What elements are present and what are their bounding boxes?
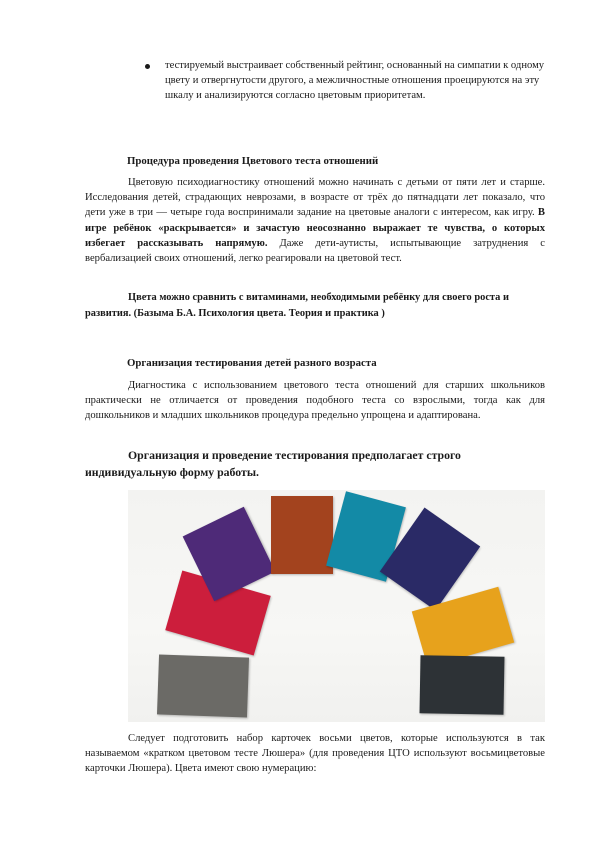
bullet-icon bbox=[145, 64, 150, 69]
paragraph-procedure bbox=[85, 175, 545, 266]
card-black bbox=[420, 655, 505, 714]
paragraph-procedure-end: Даже дети-аутисты, испытывающие затруднения с вербализацией своих отношений, легко реагировали на цветовой тест. bbox=[85, 237, 545, 265]
section-heading-organization: Организация тестирования детей разного возраста bbox=[127, 357, 377, 369]
card-brown bbox=[271, 496, 333, 574]
section-heading-procedure: Процедура проведения Цветового теста отношений bbox=[127, 155, 379, 167]
bullet-text: тестируемый выстраивает собственный рейтинг, основанный на симпатии к одному цвету и отвергнутости другого, а межличностные отношения проецируются на эту шкалу и анализируются согласно цветовым приоритетам. bbox=[165, 60, 545, 101]
card-gray bbox=[157, 654, 249, 717]
quote-vitamins: Цвета можно сравнить с витаминами, необходимыми ребёнку для своего роста и развития. (Базыма Б.А. Психология цвета. Теория и практика ) bbox=[85, 292, 509, 319]
emphasis-individual-work: Организация и проведение тестирования предполагает строго индивидуальную форму работы. bbox=[85, 448, 461, 479]
paragraph-procedure-start: Цветовую психодиагностику отношений можно начинать с детьми от пяти лет и старше. Исследования детей, страдающих неврозами, в возрасте от трёх до пятнадцати лет показало, что дети уже в три — четыре года воспринимали задание на цветовые аналоги с интересом, как игру. bbox=[85, 177, 545, 219]
paragraph-organization: Диагностика с использованием цветового теста отношений для старших школьников практически не отличается от проведения подобного теста со взрослыми, тогда как для дошкольников и младших школьников процедура предельно упрощена и адаптирована. bbox=[85, 380, 545, 422]
color-cards-photo bbox=[128, 490, 545, 722]
paragraph-closing: Следует подготовить набор карточек восьми цветов, которые используются в так называемом «кратком цветовом тесте Люшера» (для проведения ЦТО используют восьмицветовые карточки Люшера). Цвета имеют свою нумерацию: bbox=[85, 733, 545, 775]
paragraph-procedure-bold: В игре ребёнок «раскрывается» и зачастую неосознанно выражает те чувства, о которых избегает рассказывать напрямую. bbox=[85, 207, 545, 249]
